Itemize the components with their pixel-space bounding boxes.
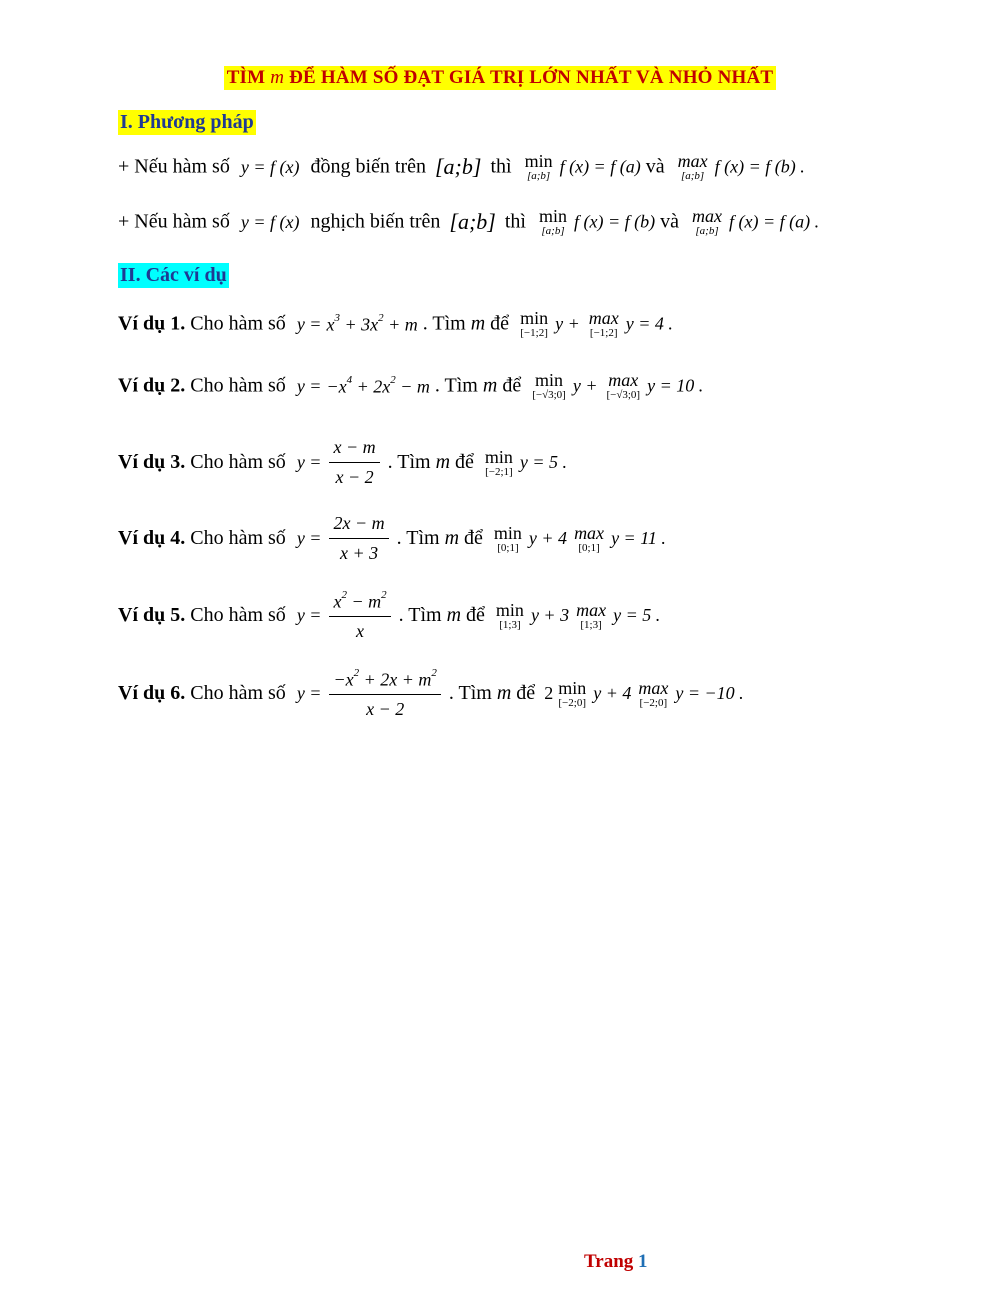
- min-subscript: [−2;0]: [558, 696, 586, 709]
- min-label: min: [524, 151, 553, 171]
- de-text: để: [455, 451, 474, 473]
- min-operator: [532, 371, 566, 401]
- function-expression: [326, 313, 417, 333]
- func-y: y =: [296, 313, 322, 334]
- max-operator: [574, 524, 604, 554]
- term-b: + 2x: [352, 376, 391, 397]
- min-label: min: [484, 446, 513, 467]
- example-label: Ví dụ 5.: [118, 604, 186, 627]
- max-subscript: [a;b]: [695, 225, 719, 237]
- min-expression: f (x) = f (b): [574, 211, 656, 232]
- ask-text: . Tìm: [387, 451, 431, 473]
- example-lead: Cho hàm số: [190, 527, 286, 549]
- min-label: min: [558, 677, 587, 698]
- max-label: max: [608, 370, 639, 390]
- example-lead: Cho hàm số: [190, 451, 286, 473]
- fraction-numerator: [329, 589, 390, 617]
- rule-function: y = f (x): [240, 156, 300, 177]
- example-label: Ví dụ 2.: [118, 374, 186, 397]
- title-part2: ĐỂ HÀM SỐ ĐẠT GIÁ TRỊ LỚN NHẤT VÀ NHỎ NHẤT: [289, 67, 774, 88]
- fraction-denominator: x: [356, 621, 365, 642]
- max-label: max: [588, 308, 619, 328]
- function-fraction: [329, 667, 440, 720]
- func-y: y =: [296, 375, 322, 396]
- de-text: để: [464, 527, 483, 549]
- min-subscript: [1;3]: [499, 618, 521, 631]
- tail-expression: y = 5 .: [519, 452, 568, 472]
- de-text: để: [466, 604, 485, 627]
- ask-text: . Tìm: [448, 682, 492, 705]
- exponent-b: 2: [378, 312, 384, 325]
- num-exponent-a: 2: [341, 589, 347, 601]
- min-subscript: [a;b]: [541, 225, 565, 237]
- var-m: m: [444, 527, 460, 549]
- max-label: max: [576, 599, 607, 620]
- rule-lead: + Nếu hàm số: [118, 155, 230, 178]
- max-operator: [678, 152, 708, 182]
- tail-expression: y = 11 .: [611, 528, 666, 548]
- rule-increasing: [118, 152, 805, 182]
- max-expression: f (x) = f (a) .: [729, 211, 820, 232]
- var-m: m: [435, 451, 451, 473]
- mid-expression: y +: [555, 313, 580, 334]
- min-subscript: [a;b]: [526, 170, 551, 182]
- example-6: [118, 667, 744, 720]
- num-exponent-b: 2: [431, 667, 437, 679]
- num-term-a: −x: [333, 669, 354, 690]
- num-term-b: + 2x + m: [359, 669, 432, 690]
- min-operator: [558, 679, 586, 709]
- example-label: Ví dụ 3.: [118, 451, 186, 473]
- max-label: max: [638, 677, 669, 698]
- footer-page-word: Trang: [584, 1251, 634, 1272]
- min-operator: [496, 601, 524, 631]
- ask-text: . Tìm: [396, 527, 440, 549]
- max-subscript: [−1;2]: [589, 327, 618, 339]
- ask-text: . Tìm: [398, 604, 442, 627]
- rule-va: và: [645, 155, 665, 178]
- term-a: −x: [326, 376, 347, 397]
- rule-function: y = f (x): [240, 211, 300, 232]
- max-operator: [606, 371, 640, 401]
- footer-page-number: 1: [638, 1251, 648, 1272]
- min-label: min: [495, 599, 524, 620]
- title-variable: m: [270, 67, 285, 88]
- min-coefficient: 2: [544, 683, 554, 704]
- ask-text: . Tìm: [434, 374, 478, 397]
- rule-va: và: [660, 210, 680, 233]
- min-operator: [520, 309, 548, 339]
- fraction-numerator: [329, 667, 440, 695]
- max-operator: [576, 601, 606, 631]
- min-operator: [494, 524, 522, 554]
- function-fraction: [329, 437, 379, 488]
- mid-expression: y + 3: [530, 605, 570, 626]
- max-operator: [692, 207, 722, 237]
- max-label: max: [574, 522, 605, 543]
- term-a: x: [326, 314, 335, 335]
- example-label: Ví dụ 6.: [118, 682, 186, 705]
- var-m: m: [482, 374, 498, 397]
- num-term-a: x: [333, 591, 342, 612]
- example-1: [118, 309, 673, 339]
- max-subscript: [−√3;0]: [606, 389, 641, 401]
- example-lead: Cho hàm số: [190, 682, 286, 705]
- de-text: để: [516, 682, 536, 705]
- num-exponent-b: 2: [381, 589, 387, 601]
- min-subscript: [−1;2]: [520, 327, 548, 339]
- example-4: [118, 513, 666, 564]
- rule-interval: [a;b]: [434, 154, 482, 179]
- min-label: min: [520, 308, 549, 328]
- max-operator: [638, 679, 668, 709]
- function-fraction: [329, 589, 390, 642]
- mid-expression: y + 4: [593, 683, 632, 704]
- func-y: y =: [296, 605, 322, 626]
- term-b: + 3x: [339, 314, 379, 335]
- rule-lead: + Nếu hàm số: [118, 210, 230, 233]
- section-heading-method: I. Phương pháp: [120, 111, 254, 133]
- var-m: m: [496, 682, 512, 705]
- min-subscript: [0;1]: [497, 541, 519, 554]
- rule-verb: đồng biến trên: [310, 155, 426, 178]
- num-term-b: − m: [346, 591, 382, 612]
- fraction-denominator: x − 2: [366, 699, 405, 720]
- example-lead: Cho hàm số: [190, 604, 286, 627]
- de-text: để: [502, 374, 522, 397]
- example-lead: Cho hàm số: [190, 374, 286, 397]
- tail-expression: y = 5 .: [613, 605, 661, 626]
- func-y: y =: [296, 528, 322, 548]
- num-exponent-a: 2: [353, 667, 360, 679]
- section-heading-examples: II. Các ví dụ: [120, 264, 227, 286]
- min-operator: [539, 207, 567, 237]
- min-label: min: [535, 370, 564, 390]
- title-part1: TÌM: [226, 67, 266, 88]
- max-subscript: [a;b]: [680, 170, 705, 182]
- min-expression: f (x) = f (a): [559, 156, 641, 177]
- min-subscript: [−2;1]: [485, 465, 513, 478]
- example-lead: Cho hàm số: [190, 312, 286, 335]
- exponent-a: 3: [334, 312, 340, 325]
- min-operator: [485, 448, 513, 478]
- max-subscript: [1;3]: [580, 618, 602, 631]
- rule-verb: nghịch biến trên: [310, 210, 441, 233]
- fraction-numerator: 2x − m: [329, 513, 388, 539]
- rule-interval: [a;b]: [449, 209, 496, 234]
- exponent-a: 4: [346, 374, 353, 387]
- example-label: Ví dụ 1.: [118, 312, 186, 335]
- var-m: m: [470, 312, 486, 335]
- example-label: Ví dụ 4.: [118, 527, 186, 549]
- min-label: min: [493, 522, 522, 543]
- example-2: [118, 371, 703, 401]
- function-expression: [326, 375, 429, 395]
- example-5: [118, 589, 660, 642]
- max-label: max: [692, 206, 723, 226]
- tail-expression: y = 4 .: [625, 313, 673, 334]
- rule-decreasing: [118, 207, 819, 237]
- min-subscript: [−√3;0]: [532, 389, 566, 401]
- exponent-b: 2: [390, 374, 396, 387]
- de-text: để: [490, 312, 510, 335]
- max-subscript: [0;1]: [578, 541, 600, 554]
- max-expression: f (x) = f (b) .: [714, 156, 805, 177]
- mid-expression: y +: [572, 375, 598, 396]
- mid-expression: y + 4: [528, 528, 568, 548]
- term-c: − m: [395, 376, 430, 397]
- rule-thi: thì: [490, 155, 512, 178]
- max-label: max: [677, 151, 708, 171]
- example-3: [118, 437, 567, 488]
- tail-expression: y = 10 .: [647, 375, 704, 396]
- fraction-denominator: x + 3: [339, 543, 379, 563]
- page-title: [224, 66, 777, 90]
- func-y: y =: [296, 683, 322, 704]
- ask-text: . Tìm: [422, 312, 466, 335]
- func-y: y =: [296, 452, 322, 472]
- fraction-denominator: x − 2: [335, 467, 374, 487]
- min-label: min: [539, 206, 568, 226]
- rule-thi: thì: [504, 210, 526, 233]
- min-operator: [525, 152, 553, 182]
- fraction-numerator: x − m: [329, 437, 379, 463]
- function-fraction: [329, 513, 388, 564]
- title-row: [0, 66, 1000, 90]
- var-m: m: [446, 604, 462, 627]
- max-operator: [589, 309, 619, 339]
- page-footer: [584, 1251, 648, 1273]
- max-subscript: [−2;0]: [639, 696, 668, 709]
- term-c: + m: [383, 314, 418, 335]
- tail-expression: y = −10 .: [675, 683, 744, 704]
